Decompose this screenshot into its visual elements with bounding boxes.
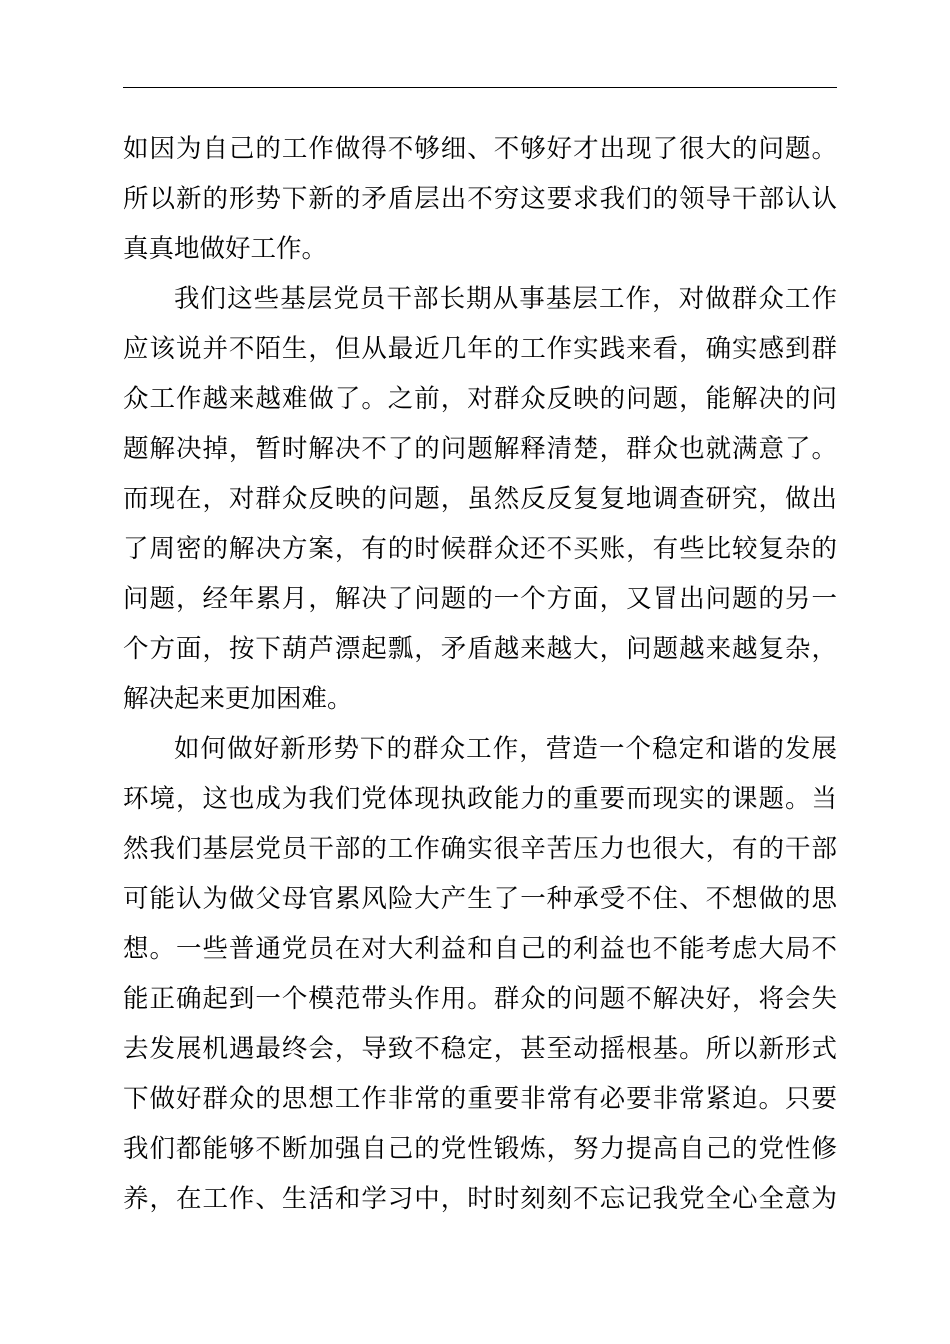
text-line: 众工作越来越难做了。之前，对群众反映的问题，能解决的问 — [123, 384, 837, 414]
text-line: 所以新的形势下新的矛盾层出不穷这要求我们的领导干部认认 — [123, 184, 837, 214]
text-line: 了周密的解决方案，有的时候群众还不买账，有些比较复杂的 — [123, 534, 837, 564]
text-line: 可能认为做父母官累风险大产生了一种承受不住、不想做的思 — [123, 884, 837, 914]
text-line: 如何做好新形势下的群众工作，营造一个稳定和谐的发展 — [174, 734, 837, 764]
text-line: 然我们基层党员干部的工作确实很辛苦压力也很大，有的干部 — [123, 834, 837, 864]
text-line: 环境，这也成为我们党体现执政能力的重要而现实的课题。当 — [123, 784, 837, 814]
text-line: 真真地做好工作。 — [123, 234, 328, 264]
text-line: 而现在，对群众反映的问题，虽然反反复复地调查研究，做出 — [123, 484, 837, 514]
text-line: 个方面，按下葫芦漂起瓢，矛盾越来越大，问题越来越复杂， — [123, 634, 837, 664]
text-line: 想。一些普通党员在对大利益和自己的利益也不能考虑大局不 — [123, 934, 837, 964]
text-line: 我们都能够不断加强自己的党性锻炼，努力提高自己的党性修 — [123, 1134, 837, 1164]
text-line: 养，在工作、生活和学习中，时时刻刻不忘记我党全心全意为 — [123, 1184, 837, 1214]
text-line: 如因为自己的工作做得不够细、不够好才出现了很大的问题。 — [123, 134, 837, 164]
body-text — [123, 124, 837, 1224]
header-rule — [123, 87, 837, 88]
text-line: 能正确起到一个模范带头作用。群众的问题不解决好，将会失 — [123, 984, 837, 1014]
text-line: 问题，经年累月，解决了问题的一个方面，又冒出问题的另一 — [123, 584, 837, 614]
text-line: 应该说并不陌生，但从最近几年的工作实践来看，确实感到群 — [123, 334, 837, 364]
text-line: 题解决掉，暂时解决不了的问题解释清楚，群众也就满意了。 — [123, 434, 837, 464]
text-line: 下做好群众的思想工作非常的重要非常有必要非常紧迫。只要 — [123, 1084, 837, 1114]
text-line: 去发展机遇最终会，导致不稳定，甚至动摇根基。所以新形式 — [123, 1034, 837, 1064]
text-line: 解决起来更加困难。 — [123, 684, 353, 714]
text-line: 我们这些基层党员干部长期从事基层工作，对做群众工作 — [174, 284, 837, 314]
